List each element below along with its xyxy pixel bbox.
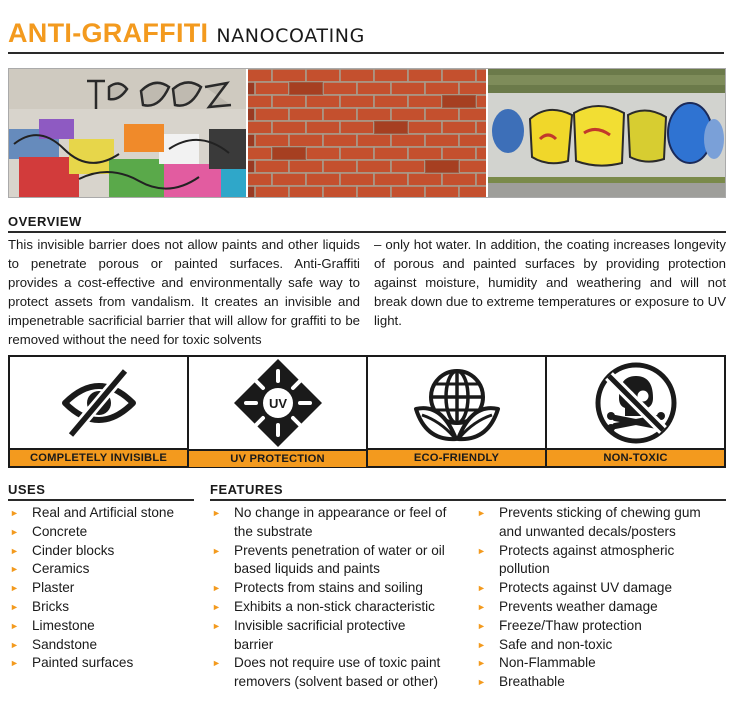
bullet-icon: ► xyxy=(477,658,486,669)
features-list-col2 xyxy=(475,504,725,692)
photo-brick-wall xyxy=(248,69,488,197)
bullet-icon: ► xyxy=(477,601,486,612)
bullet-icon: ► xyxy=(212,620,221,631)
list-item: ► Prevents sticking of chewing gum and unwanted decals/posters xyxy=(477,505,701,539)
list-item: ► Prevents penetration of water or oil based liquids and paints xyxy=(212,542,445,577)
page-title xyxy=(8,18,365,50)
features-list-col1 xyxy=(210,504,472,692)
list-item: ► Invisible sacrificial protective barrier xyxy=(212,617,406,652)
bullet-icon: ► xyxy=(10,508,19,518)
bullet-icon: ► xyxy=(10,545,19,556)
overview-text-col2: – only hot water. In addition, the coating increases longevity of porous and painted surfaces by providing protection against moisture, humidity and weathering and will not break down due to extreme temperatures or exposure to UV light. xyxy=(374,237,726,328)
list-item: ► Safe and non-toxic xyxy=(475,636,725,655)
icon-label-eco: ECO-FRIENDLY xyxy=(368,448,545,466)
photo-strip xyxy=(8,68,726,198)
icon-label-uv: UV PROTECTION xyxy=(189,449,366,467)
list-item: ► No change in appearance or feel of the substrate xyxy=(212,505,447,539)
list-item: ► Painted surfaces xyxy=(8,654,198,673)
icon-label-invisible: COMPLETELY INVISIBLE xyxy=(10,448,187,466)
list-item: ► Bricks xyxy=(8,598,198,617)
bullet-icon: ► xyxy=(477,677,486,688)
bullet-icon: ► xyxy=(212,601,221,612)
list-item: ► Non-Flammable xyxy=(475,654,725,673)
photo-graffiti-wall xyxy=(9,69,248,197)
overview-text-col1: This invisible barrier does not allow paints and other liquids to penetrate porous or painted surfaces. Anti-Graffiti provides a cost-effective and environmentally safe way to protect assets from vandalism. It creates an invisible and impenetrable sacrificial barrier that will allow for graffiti to be removed without the need for toxic solvents xyxy=(8,237,360,347)
bullet-icon: ► xyxy=(10,564,19,575)
bullet-icon: ► xyxy=(10,620,19,631)
list-item: ► Ceramics xyxy=(8,560,198,579)
list-item: ► Limestone xyxy=(8,617,198,636)
list-item: ► Protects against UV damage xyxy=(475,579,725,598)
feature-icon-band xyxy=(8,355,726,468)
bullet-icon: ► xyxy=(10,639,19,650)
list-item: ► Does not require use of toxic paint removers (solvent based or other) xyxy=(212,655,441,690)
bullet-icon: ► xyxy=(477,508,486,518)
bullet-icon: ► xyxy=(212,508,221,518)
bullet-icon: ► xyxy=(212,545,221,556)
bullet-icon: ► xyxy=(10,526,19,537)
features-heading: FEATURES xyxy=(210,482,284,497)
list-item: ► Cinder blocks xyxy=(8,542,198,561)
no-skull-icon xyxy=(593,360,679,446)
list-item: ► Sandstone xyxy=(8,636,198,655)
list-item: ► Protects against atmospheric pollution xyxy=(477,542,675,577)
list-item: ► Freeze/Thaw protection xyxy=(475,617,725,636)
features-divider xyxy=(210,499,726,501)
bullet-icon: ► xyxy=(477,639,486,650)
uses-heading: USES xyxy=(8,482,46,497)
uses-list xyxy=(8,504,198,673)
list-item: ► Concrete xyxy=(8,523,198,542)
list-item: ► Real and Artificial stone xyxy=(8,504,198,523)
list-item: ► Prevents weather damage xyxy=(475,598,725,617)
title-sub: NANOCOATING xyxy=(216,25,365,47)
bullet-icon: ► xyxy=(10,583,19,594)
uv-badge-text: UV xyxy=(268,396,287,411)
title-main: ANTI-GRAFFITI xyxy=(8,18,209,48)
title-divider xyxy=(8,52,724,54)
bullet-icon: ► xyxy=(10,658,19,669)
bullet-icon: ► xyxy=(10,601,19,612)
icon-label-nontoxic: NON-TOXIC xyxy=(547,448,724,466)
overview-heading: OVERVIEW xyxy=(8,214,82,229)
bullet-icon: ► xyxy=(477,620,486,631)
crossed-eye-icon xyxy=(59,365,139,441)
photo-roadside-graffiti xyxy=(488,69,725,197)
bullet-icon: ► xyxy=(212,658,221,669)
icon-cell-nontoxic xyxy=(547,357,724,466)
icon-cell-invisible xyxy=(10,357,189,466)
list-item: ► Plaster xyxy=(8,579,198,598)
bullet-icon: ► xyxy=(212,583,221,594)
overview-divider xyxy=(8,231,726,233)
bullet-icon: ► xyxy=(477,583,486,594)
list-item: ► Breathable xyxy=(475,673,725,692)
list-item: ► Protects from stains and soiling xyxy=(210,579,472,598)
icon-cell-eco xyxy=(368,357,547,466)
uv-sun-icon xyxy=(232,357,324,449)
uses-divider xyxy=(8,499,194,501)
globe-leaves-icon xyxy=(412,361,502,445)
list-item: ► Exhibits a non-stick characteristic xyxy=(210,598,472,617)
bullet-icon: ► xyxy=(477,545,486,556)
icon-cell-uv xyxy=(189,357,368,466)
